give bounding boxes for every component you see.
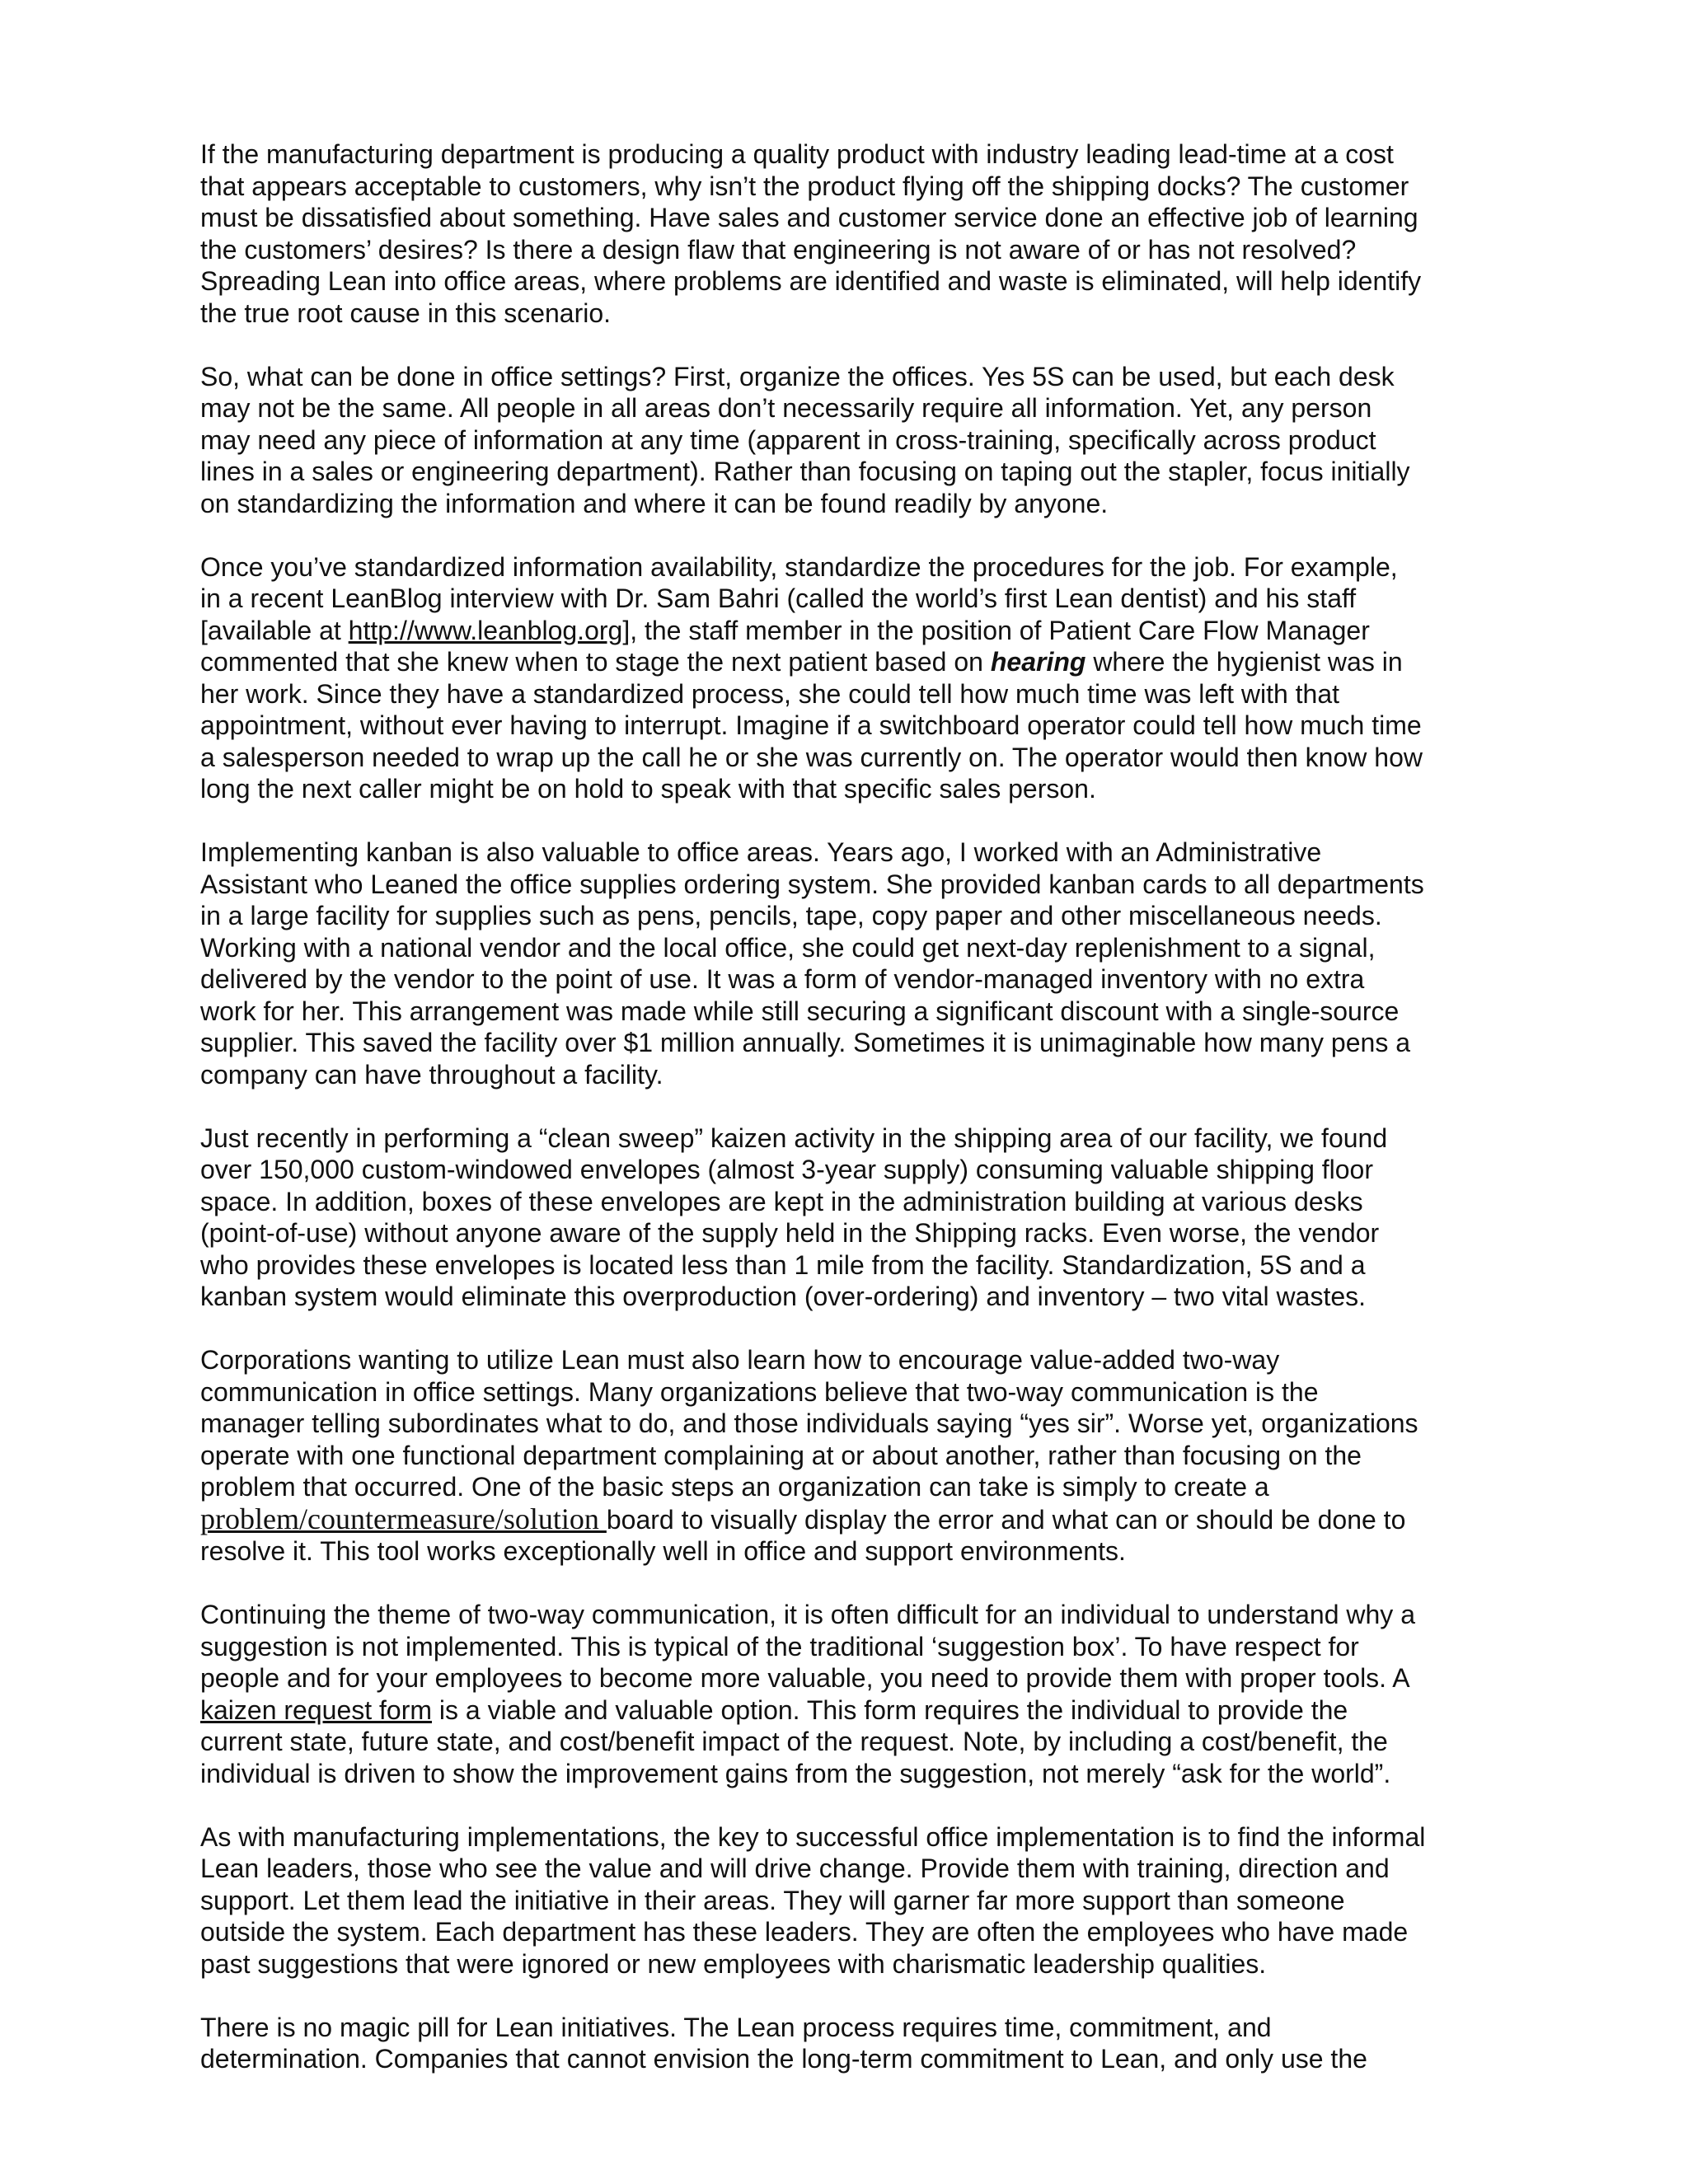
text-segment: commented that she knew when to stage the next patient based on	[200, 647, 991, 677]
text-line: kanban system would eliminate this overproduction (over-ordering) and inventory – two vital wastes.	[200, 1282, 1367, 1311]
text-line: work for her. This arrangement was made while still securing a significant discount with a single-source	[200, 996, 1400, 1026]
text-line: in a recent LeanBlog interview with Dr. Sam Bahri (called the world’s first Lean dentist) and his staff	[200, 583, 1357, 613]
text-line: supplier. This saved the facility over $1 million annually. Sometimes it is unimaginable how many pens a	[200, 1028, 1410, 1057]
text-line: past suggestions that were ignored or new employees with charismatic leadership qualities.	[200, 1948, 1267, 1979]
text-line: So, what can be done in office settings? First, organize the offices. Yes 5S can be used, but each desk	[200, 361, 1395, 391]
kaizen-request-form-link[interactable]: kaizen request form	[200, 1694, 433, 1725]
text-line: Spreading Lean into office areas, where problems are identified and waste is eliminated, will help identify	[200, 266, 1422, 296]
text-line: lines in a sales or engineering department). Rather than focusing on taping out the stapler, focus initially	[200, 457, 1410, 486]
text-line	[200, 615, 1519, 647]
text-line: suggestion is not implemented. This is typical of the traditional ‘suggestion box’. To have respect for	[200, 1631, 1359, 1661]
text-segment: is a viable and valuable option. This form requires the individual to provide the	[432, 1694, 1348, 1725]
text-line: operate with one functional department complaining at or about another, rather than focusing on the	[200, 1440, 1362, 1470]
text-line: Lean leaders, those who see the value and will drive change. Provide them with training, direction and	[200, 1854, 1390, 1883]
text-line: delivered by the vendor to the point of use. It was a form of vendor-managed inventory with no extra	[200, 964, 1365, 994]
text-line: may not be the same. All people in all areas don’t necessarily require all information. Yet, any person	[200, 393, 1372, 423]
text-line: (point-of-use) without anyone aware of the supply held in the Shipping racks. Even worse, the vendor	[200, 1218, 1380, 1248]
text-line: on standardizing the information and where it can be found readily by anyone.	[200, 488, 1109, 518]
text-segment: board to visually display the error and what can or should be done to	[606, 1504, 1406, 1535]
text-line	[200, 1694, 1519, 1727]
text-segment: [available at	[200, 615, 349, 645]
paragraph-3	[200, 551, 1519, 805]
text-line: people and for your employees to become more valuable, you need to provide them with proper tools. A	[200, 1663, 1410, 1693]
text-line: communication in office settings. Many organizations believe that two-way communication is the	[200, 1376, 1319, 1407]
text-line: may need any piece of information at any time (apparent in cross-training, specifically across product	[200, 424, 1376, 455]
paragraph-7	[200, 1599, 1519, 1789]
text-line: Just recently in performing a “clean sweep” kaizen activity in the shipping area of our facility, we found	[200, 1122, 1388, 1153]
text-line: the true root cause in this scenario.	[200, 298, 612, 328]
text-line: manager telling subordinates what to do, and those individuals saying “yes sir”. Worse yet, organizations	[200, 1408, 1418, 1438]
text-line: Implementing kanban is also valuable to office areas. Years ago, I worked with an Administrative	[200, 837, 1322, 867]
text-line: a salesperson needed to wrap up the call he or she was currently on. The operator would then know how	[200, 742, 1423, 772]
text-line: Corporations wanting to utilize Lean must also learn how to encourage value-added two-way	[200, 1345, 1280, 1375]
text-line: that appears acceptable to customers, why isn’t the product flying off the shipping docks? The customer	[200, 171, 1409, 201]
paragraph-2	[200, 361, 1519, 520]
text-line: current state, future state, and cost/benefit impact of the request. Note, by including a cost/benefit, the	[200, 1727, 1388, 1756]
text-line: Once you’ve standardized information availability, standardize the procedures for the job. For example,	[200, 551, 1398, 582]
text-line: in a large facility for supplies such as pens, pencils, tape, copy paper and other miscellaneous needs.	[200, 901, 1382, 930]
text-line: As with manufacturing implementations, the key to successful office implementation is to find the informal	[200, 1821, 1426, 1852]
text-line: Working with a national vendor and the local office, she could get next-day replenishment to a signal,	[200, 932, 1376, 963]
paragraph-9	[200, 2012, 1519, 2075]
text-line: individual is driven to show the improvement gains from the suggestion, not merely “ask for the world”.	[200, 1758, 1391, 1788]
text-line: her work. Since they have a standardized process, she could tell how much time was left with that	[200, 678, 1340, 709]
text-line: Continuing the theme of two-way communication, it is often difficult for an individual to understand why a	[200, 1600, 1415, 1629]
paragraph-8	[200, 1821, 1519, 1980]
text-line: who provides these envelopes is located less than 1 mile from the facility. Standardization, 5S and a	[200, 1249, 1366, 1280]
paragraph-4	[200, 837, 1519, 1090]
text-line: must be dissatisfied about something. Have sales and customer service done an effective job of learning	[200, 203, 1418, 232]
text-line: determination. Companies that cannot envision the long-term commitment to Lean, and only use the	[200, 2044, 1367, 2074]
text-line: support. Let them lead the initiative in their areas. They will garner far more support than someone	[200, 1885, 1345, 1915]
leanblog-link[interactable]: http://www.leanblog.org	[348, 615, 623, 645]
paragraph-5	[200, 1122, 1519, 1313]
document-page	[200, 138, 1519, 2107]
text-line: company can have throughout a facility.	[200, 1059, 663, 1090]
text-line	[200, 1503, 1519, 1536]
paragraph-1	[200, 138, 1519, 329]
paragraph-6	[200, 1344, 1519, 1568]
text-segment: ], the staff member in the position of Patient Care Flow Manager	[622, 615, 1370, 645]
text-line: There is no magic pill for Lean initiatives. The Lean process requires time, commitment, and	[200, 2012, 1272, 2042]
text-line: the customers’ desires? Is there a design flaw that engineering is not aware of or has not resolved?	[200, 234, 1357, 265]
text-line: over 150,000 custom-windowed envelopes (almost 3-year supply) consuming valuable shipping floor	[200, 1155, 1373, 1184]
text-line: problem that occurred. One of the basic steps an organization can take is simply to create a	[200, 1472, 1269, 1502]
text-line: Assistant who Leaned the office supplies ordering system. She provided kanban cards to all departments	[200, 869, 1424, 899]
text-line	[200, 646, 1519, 678]
emphasis-hearing: hearing	[990, 647, 1086, 677]
problem-countermeasure-solution-link[interactable]: problem/countermeasure/solution	[200, 1502, 607, 1535]
text-line: outside the system. Each department has these leaders. They are often the employees who have made	[200, 1917, 1409, 1947]
text-line: appointment, without ever having to interrupt. Imagine if a switchboard operator could tell how much time	[200, 710, 1422, 740]
text-line: space. In addition, boxes of these envelopes are kept in the administration building at various desks	[200, 1186, 1363, 1216]
text-line: resolve it. This tool works exceptionally well in office and support environments.	[200, 1536, 1126, 1566]
text-line: long the next caller might be on hold to speak with that specific sales person.	[200, 774, 1096, 804]
text-line: If the manufacturing department is producing a quality product with industry leading lead-time at a cost	[200, 139, 1394, 169]
text-segment: where the hygienist was in	[1085, 647, 1403, 677]
